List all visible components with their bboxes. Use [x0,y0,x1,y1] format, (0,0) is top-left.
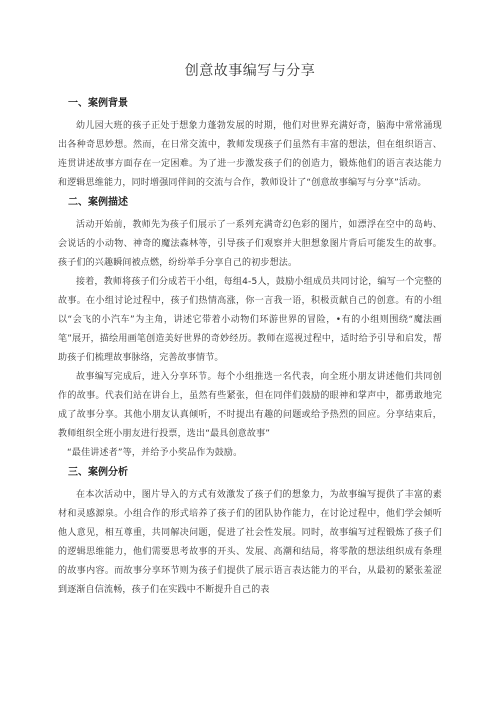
paragraph: 活动开始前，教师先为孩子们展示了一系列充满奇幻色彩的图片，如漂浮在空中的岛屿、会说话的小动物、神奇的魔法森林等，引导孩子们观察并大胆想象图片背后可能发生的故事。孩子们的兴趣瞬间被点燃，纷纷举手分享自己的初步想法。 [58,220,442,268]
section-heading-analysis: 三、案例分析 [68,467,128,478]
paragraph: 在本次活动中，图片导入的方式有效激发了孩子们的想象力，为故事编写提供了丰富的素材和灵感源泉。小组合作的形式培养了孩子们的团队协作能力，在讨论过程中，他们学会倾听他人意见，相互尊重，共同解决问题，促进了社会性发展。同时，故事编写过程锻炼了孩子们的逻辑思维能力，他们需要思考故事的开头、发展、高潮和结局，将零散的想法组织成有条理的故事内容。而故事分享环节则为孩子们提供了展示语言表达能力的平台，从最初的紧张羞涩到逐渐自信流畅，孩子们在实践中不断提升自己的表 [58,490,442,595]
paragraph: “最佳讲述者”等，并给予小奖品作为鼓励。 [67,448,243,458]
paragraph: 幼儿园大班的孩子正处于想象力蓬勃发展的时期，他们对世界充满好奇，脑海中常常涌现出各种奇思妙想。然而，在日常交流中，教师发现孩子们虽然有丰富的想法，但在组织语言、连贯讲述故事方面存在一定困难。为了进一步激发孩子们的创造力，锻炼他们的语言表达能力和逻辑思维能力，同时增强同伴间的交流与合作，教师设计了“创意故事编写与分享”活动。 [58,121,442,188]
paragraph: 接着，教师将孩子们分成若干小组，每组4-5人，鼓励小组成员共同讨论，编写一个完整的故事。在小组讨论过程中，孩子们热情高涨，你一言我一语，积极贡献自己的创意。有的小组以“会飞的小汽车”为主角，讲述它带着小动物们环游世界的冒险，•有的小组则围绕“魔法画笔”展开，描绘用画笔创造美好世界的奇妙经历。教师在巡视过程中，适时给予引导和启发，帮助孩子们梳理故事脉络，完善故事情节。 [58,277,442,363]
section-heading-description: 二、案例描述 [68,197,128,208]
section-heading-background: 一、案例背景 [68,98,128,109]
paragraph: 故事编写完成后，进入分享环节。每个小组推选一名代表，向全班小朋友讲述他们共同创作的故事。代表们站在讲台上，虽然有些紧张，但在同伴们鼓励的眼神和掌声中，都勇敢地完成了故事分享。其他小朋友认真倾听，不时提出有趣的问题或给予热烈的回应。分享结束后，教师组织全班小朋友进行投票，选出“最具创意故事” [58,372,442,439]
document-title: 创意故事编写与分享 [184,63,316,79]
